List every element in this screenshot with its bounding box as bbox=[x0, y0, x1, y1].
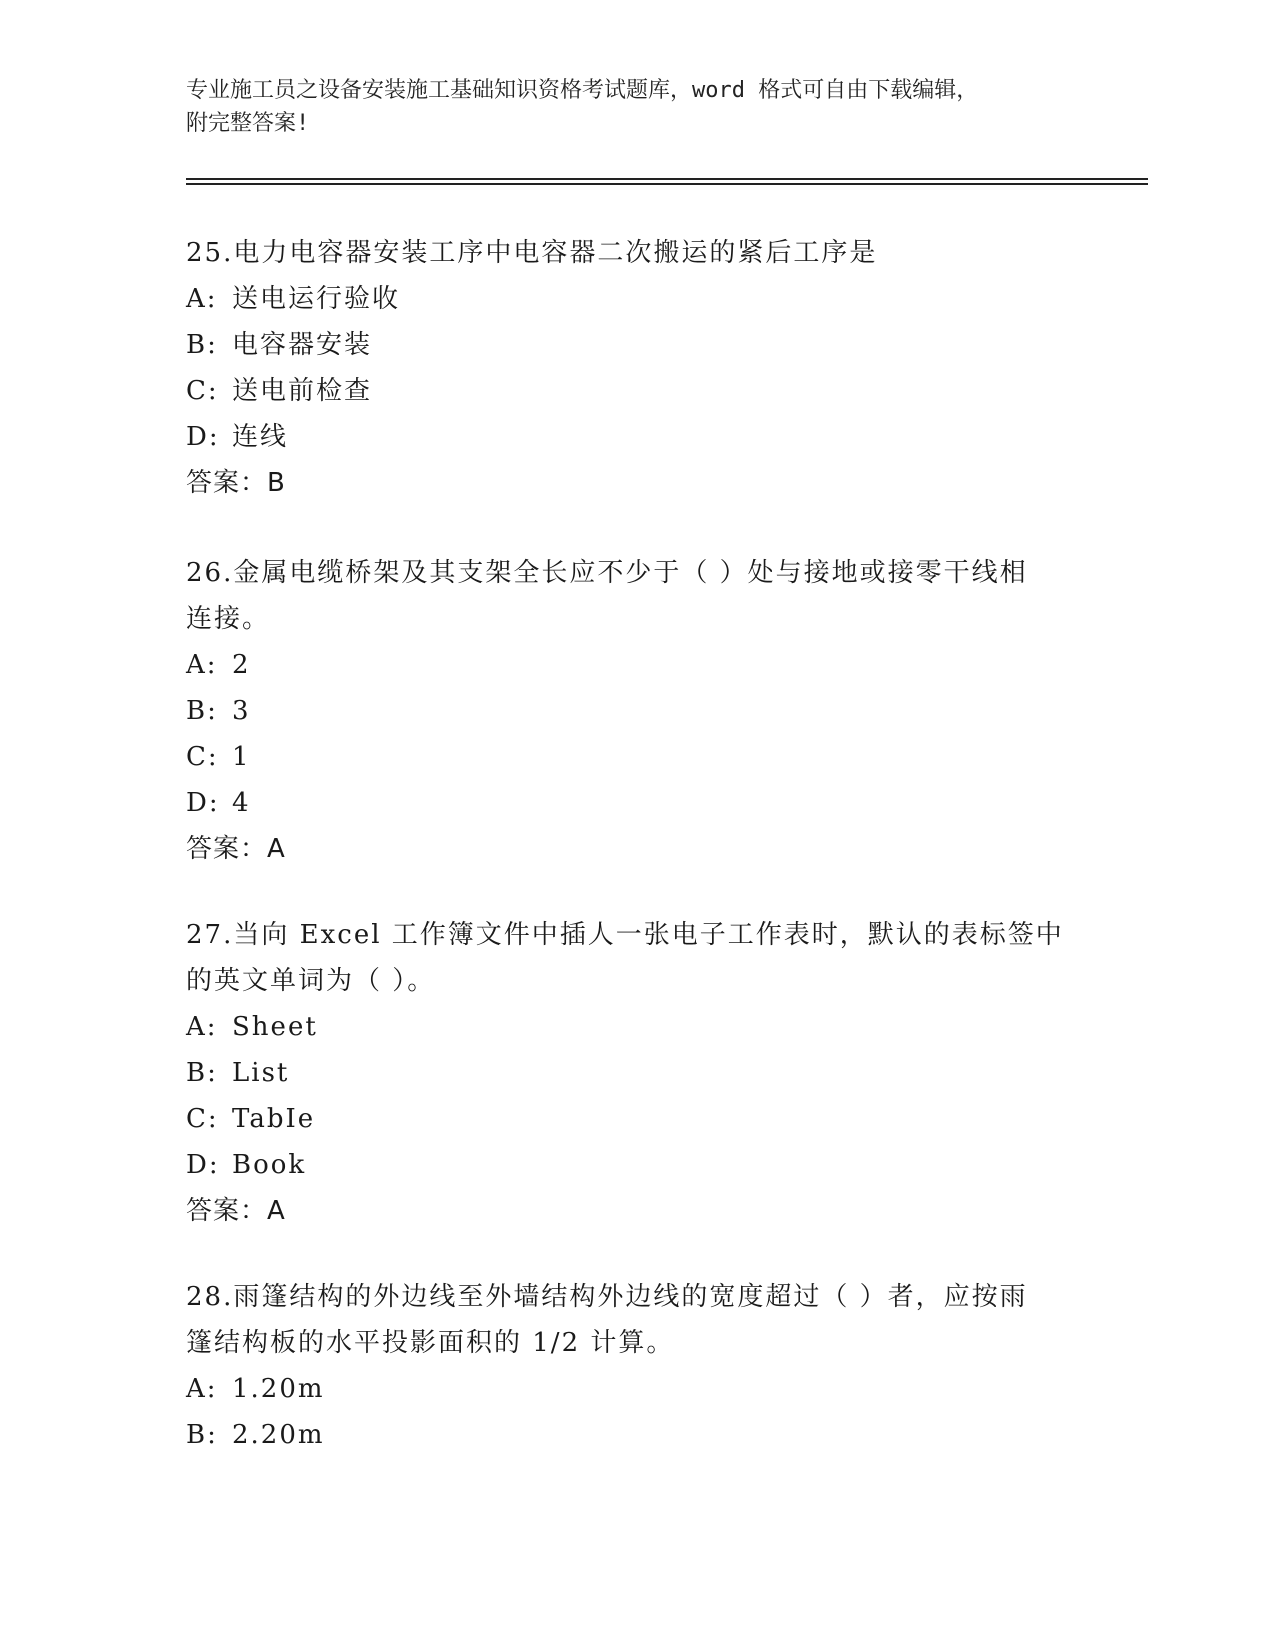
header-divider-bottom bbox=[186, 183, 1148, 185]
option-letter: B: bbox=[186, 1058, 218, 1088]
option-a bbox=[186, 642, 1066, 688]
option-letter: D: bbox=[186, 422, 220, 452]
option-letter: B: bbox=[186, 1420, 218, 1450]
option-d bbox=[186, 780, 1066, 826]
option-letter: C: bbox=[186, 1104, 219, 1134]
option-d bbox=[186, 414, 1066, 460]
question-text-line-2: 篷结构板的水平投影面积的 1/2 计算。 bbox=[186, 1328, 675, 1358]
document-header bbox=[186, 74, 1086, 140]
option-text: 送电前检查 bbox=[232, 376, 373, 406]
option-letter: A: bbox=[186, 1374, 218, 1404]
option-text: Book bbox=[232, 1150, 307, 1180]
option-letter: B: bbox=[186, 696, 218, 726]
header-line-1: 专业施工员之设备安装施工基础知识资格考试题库，word 格式可自由下载编辑， bbox=[186, 78, 979, 103]
answer-label: 答案：A bbox=[186, 1196, 286, 1226]
option-text: TabIe bbox=[232, 1104, 316, 1134]
question-27 bbox=[186, 912, 1066, 1234]
header-divider-top bbox=[186, 178, 1148, 180]
option-text: 连线 bbox=[232, 422, 289, 452]
option-b bbox=[186, 1412, 1066, 1458]
option-letter: A: bbox=[186, 650, 218, 680]
option-text: 2 bbox=[232, 650, 251, 680]
option-letter: B: bbox=[186, 330, 218, 360]
option-letter: D: bbox=[186, 1150, 220, 1180]
option-text: 送电运行验收 bbox=[232, 284, 401, 314]
question-text-line-2: 连接。 bbox=[186, 604, 271, 634]
option-text: Sheet bbox=[232, 1012, 318, 1042]
option-text: 1 bbox=[232, 742, 251, 772]
option-a bbox=[186, 1004, 1066, 1050]
answer-label: 答案：B bbox=[186, 468, 286, 498]
option-a bbox=[186, 276, 1066, 322]
option-letter: C: bbox=[186, 742, 219, 772]
option-b bbox=[186, 322, 1066, 368]
option-text: 电容器安装 bbox=[232, 330, 373, 360]
option-text: List bbox=[232, 1058, 290, 1088]
question-text-line-2: 的英文单词为（ ）。 bbox=[186, 966, 436, 996]
option-letter: D: bbox=[186, 788, 220, 818]
question-text-line-1: 28.雨篷结构的外边线至外墙结构外边线的宽度超过（ ）者，应按雨 bbox=[186, 1282, 1028, 1312]
option-a bbox=[186, 1366, 1066, 1412]
answer-label: 答案：A bbox=[186, 834, 286, 864]
option-letter: A: bbox=[186, 1012, 218, 1042]
option-letter: C: bbox=[186, 376, 219, 406]
question-text-line-1: 26.金属电缆桥架及其支架全长应不少于（ ）处与接地或接零干线相 bbox=[186, 558, 1028, 588]
question-text-line-1: 27.当向 Excel 工作簿文件中插人一张电子工作表时，默认的表标签中 bbox=[186, 920, 1064, 950]
option-c bbox=[186, 368, 1066, 414]
option-text: 1.20m bbox=[232, 1374, 325, 1404]
option-text: 4 bbox=[232, 788, 251, 818]
option-text: 3 bbox=[232, 696, 251, 726]
option-d bbox=[186, 1142, 1066, 1188]
option-c bbox=[186, 734, 1066, 780]
question-text: 25.电力电容器安装工序中电容器二次搬运的紧后工序是 bbox=[186, 238, 878, 268]
option-c bbox=[186, 1096, 1066, 1142]
option-b bbox=[186, 1050, 1066, 1096]
option-text: 2.20m bbox=[232, 1420, 325, 1450]
question-28 bbox=[186, 1274, 1066, 1458]
question-26 bbox=[186, 550, 1066, 872]
option-b bbox=[186, 688, 1066, 734]
question-25 bbox=[186, 230, 1066, 506]
header-line-2: 附完整答案! bbox=[186, 111, 310, 136]
option-letter: A: bbox=[186, 284, 218, 314]
